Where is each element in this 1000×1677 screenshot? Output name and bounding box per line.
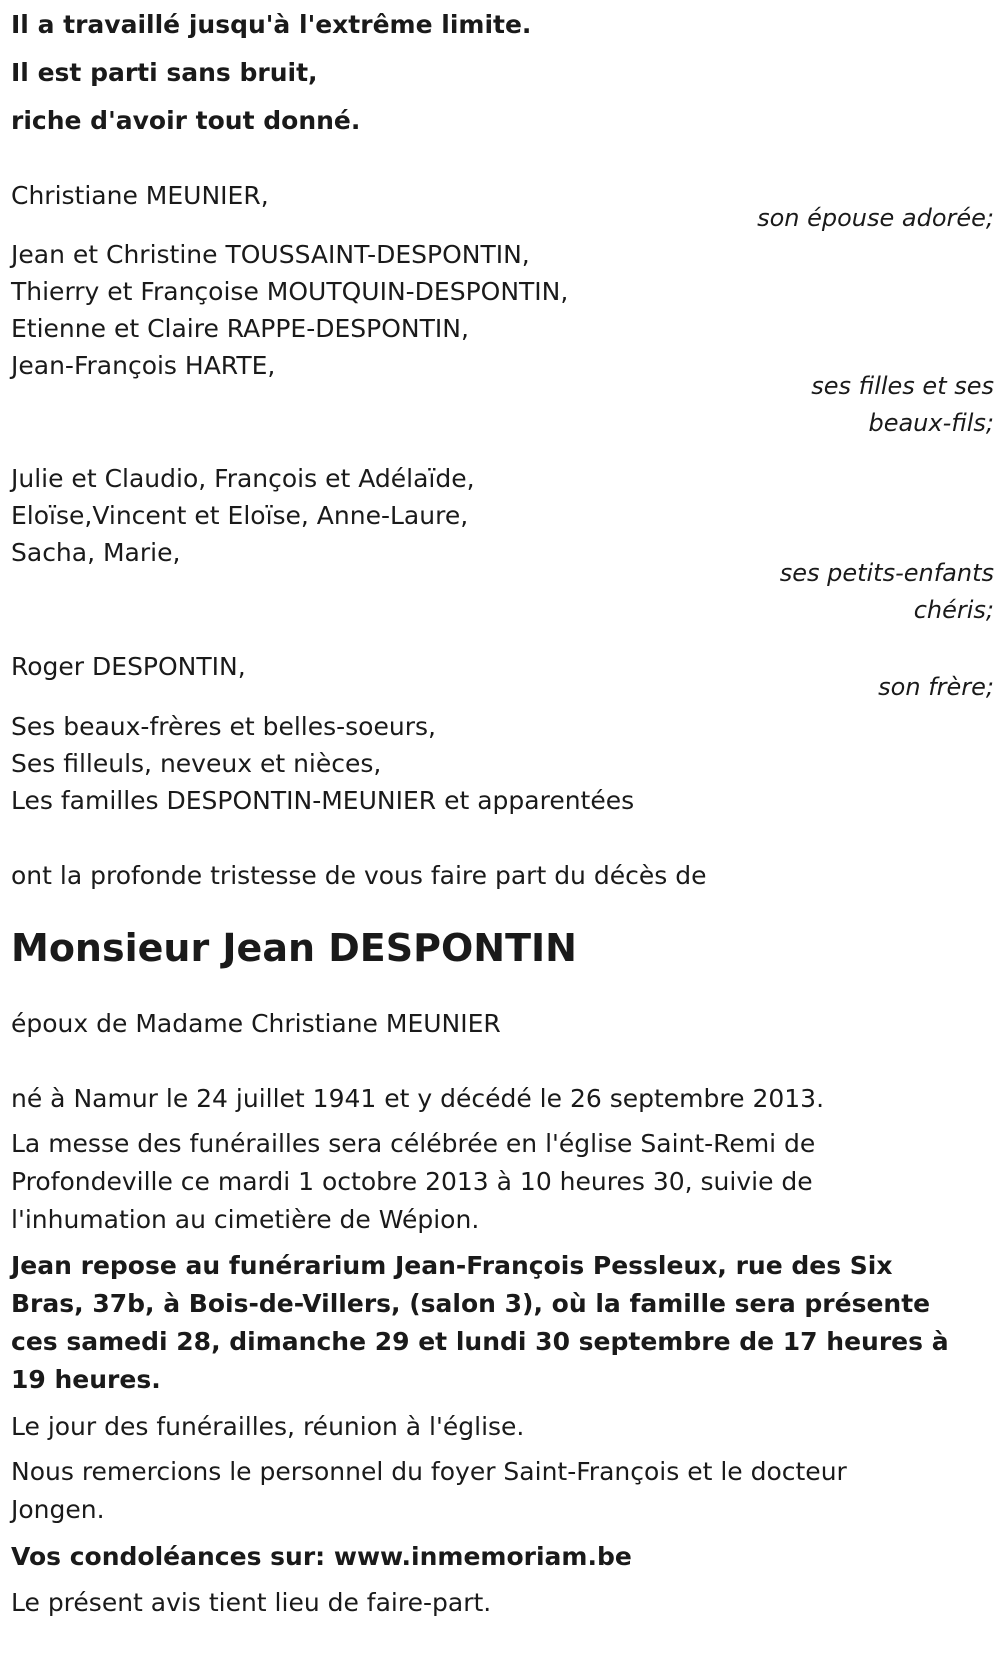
epigraph <box>11 2 996 144</box>
family-name-line: Sacha, Marie, <box>11 538 181 567</box>
family-group-spouse <box>11 176 996 238</box>
family-name-line: Christiane MEUNIER, <box>11 181 269 210</box>
condolences-text: Vos condoléances sur: www.inmemoriam.be <box>11 1542 632 1571</box>
epigraph-line: Il est parti sans bruit, <box>11 58 318 87</box>
family-name-line: Julie et Claudio, François et Adélaïde, <box>11 464 475 493</box>
family-name-line: Roger DESPONTIN, <box>11 652 246 681</box>
family-name-line: Les familles DESPONTIN-MEUNIER et apparentées <box>11 786 635 815</box>
family-role: son épouse adorée; <box>757 204 994 232</box>
funerarium-text: Jean repose au funérarium Jean-François Pessleux, rue des Six Bras, 37b, à Bois-de-Villers, (salon 3), où la famille sera présente ces samedi 28, dimanche 29 et lundi 30 septembre de 17 heures à 19 heures. <box>11 1251 949 1394</box>
family-names <box>11 460 771 571</box>
family-name-line: Ses filleuls, neveux et nièces, <box>11 749 382 778</box>
family-group-daughters <box>11 236 996 442</box>
family-role <box>764 555 996 629</box>
mass-text: La messe des funérailles sera célébrée en l'église Saint-Remi de Profondeville ce mardi 1 octobre 2013 à 10 heures 30, suivie de l'inhumation au cimetière de Wépion. <box>11 1129 816 1234</box>
family-role: son frère; <box>878 673 994 701</box>
thanks-text: Nous remercions le personnel du foyer Saint-François et le docteur Jongen. <box>11 1457 847 1524</box>
family-role-line: beaux-fils; <box>868 409 994 437</box>
family-group-grandchildren <box>11 460 996 629</box>
family-role-line: chéris; <box>913 596 994 624</box>
family-names <box>11 236 771 384</box>
family-name-line: Jean-François HARTE, <box>11 351 276 380</box>
notice-text: Le présent avis tient lieu de faire-part. <box>11 1588 492 1617</box>
family-role <box>764 368 996 442</box>
family-name-line: Eloïse,Vincent et Eloïse, Anne-Laure, <box>11 501 469 530</box>
family-group-others <box>11 708 996 819</box>
meeting-text: Le jour des funérailles, réunion à l'église. <box>11 1412 525 1441</box>
epigraph-line: riche d'avoir tout donné. <box>11 106 361 135</box>
family-name-line: Ses beaux-frères et belles-soeurs, <box>11 712 436 741</box>
obituary-notice <box>11 0 996 1623</box>
family-role-line: ses petits-enfants <box>779 559 994 587</box>
deceased-spouse-line: époux de Madame Christiane MEUNIER <box>11 1009 501 1038</box>
family-name-line: Jean et Christine TOUSSAINT-DESPONTIN, <box>11 240 530 269</box>
family-role-line: ses filles et ses <box>811 372 994 400</box>
family-name-line: Etienne et Claire RAPPE-DESPONTIN, <box>11 314 469 343</box>
deceased-name: Monsieur Jean DESPONTIN <box>11 926 577 970</box>
family-name-line: Thierry et Françoise MOUTQUIN-DESPONTIN, <box>11 277 569 306</box>
birth-death-text: né à Namur le 24 juillet 1941 et y décédé le 26 septembre 2013. <box>11 1084 825 1113</box>
epigraph-line: Il a travaillé jusqu'à l'extrême limite. <box>11 10 532 39</box>
announcement-text: ont la profonde tristesse de vous faire part du décès de <box>11 861 707 890</box>
family-group-brother <box>11 647 996 707</box>
